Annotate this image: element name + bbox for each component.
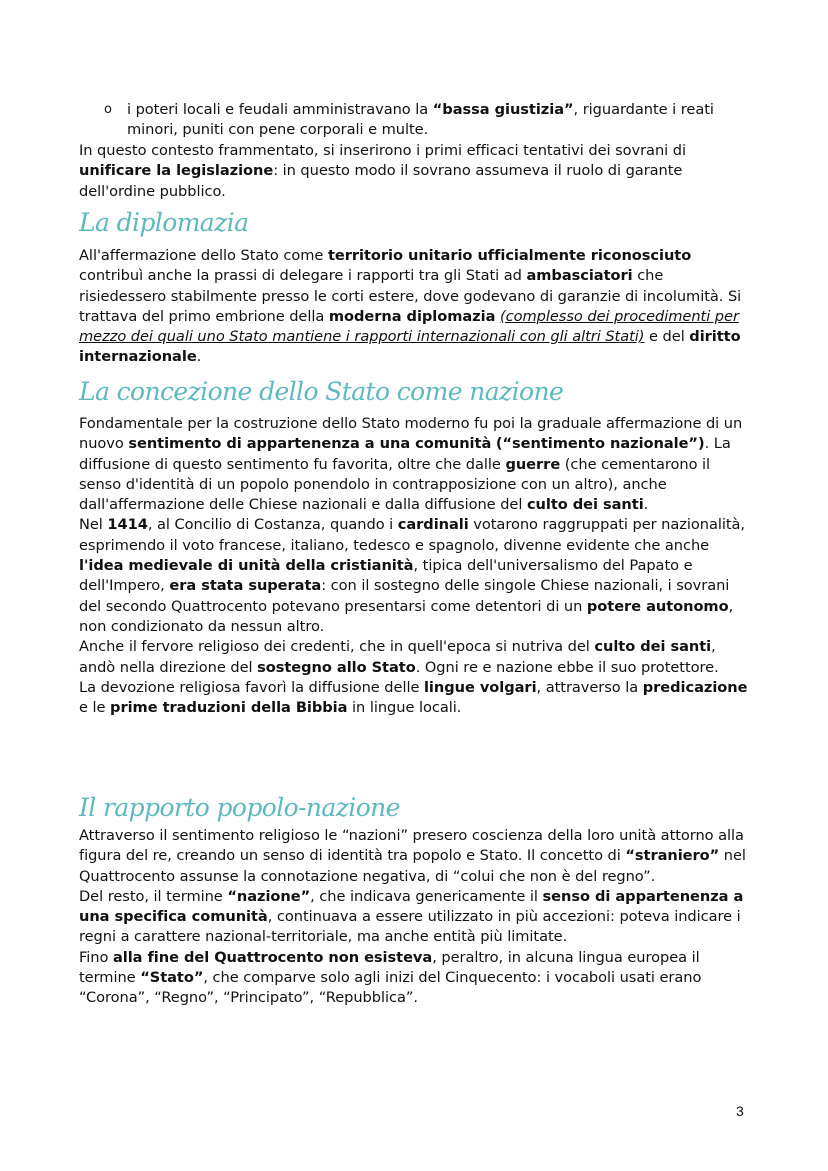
text-run: In questo contesto frammentato, si inserirono i primi efficaci tentativi dei sovrani di bbox=[79, 142, 686, 159]
diplomazia-paragraph bbox=[79, 246, 751, 368]
text-run: , andò nella direzione del bbox=[79, 638, 716, 676]
bold-term: predicazione bbox=[642, 678, 748, 696]
bold-term: “Stato” bbox=[140, 969, 204, 987]
text-run: La devozione religiosa favorì la diffusione delle bbox=[79, 678, 424, 696]
bold-term: senso di appartenenza a una specifica comunità bbox=[79, 887, 744, 926]
text-run: , al Concilio di Costanza, quando i bbox=[147, 516, 398, 534]
bold-term: 1414 bbox=[107, 516, 148, 534]
text-run: Fino bbox=[79, 948, 113, 966]
bold-term: moderna diplomazia bbox=[328, 307, 496, 325]
bold-term: culto dei santi bbox=[526, 496, 644, 514]
text-run: , continuava a essere utilizzato in più accezioni: poteva indicare i regni a carattere nazional-territoriale, ma anche entità più limitate. bbox=[79, 908, 741, 946]
text-run: : con il sostegno delle singole Chiese nazionali, i sovrani del secondo Quattrocento potevano presentarsi come detentori di un bbox=[79, 577, 730, 615]
text-run: Nel bbox=[79, 516, 108, 534]
text-run: che risiedessero stabilmente presso le corti estere, dove godevano di garanzie di incolumità. Si trattava del primo embrione della bbox=[79, 267, 742, 325]
text-run: , non condizionato da nessun altro. bbox=[79, 597, 734, 635]
text-run: , attraverso la bbox=[536, 678, 643, 696]
text-run: Anche il fervore religioso dei credenti, che in quell'epoca si nutriva del bbox=[79, 638, 595, 656]
bold-term: “straniero” bbox=[625, 847, 720, 865]
text-run: , che indicava genericamente il bbox=[310, 887, 543, 905]
text-run: Del resto, il termine bbox=[79, 887, 228, 905]
rapporto-body bbox=[79, 826, 751, 1009]
text-run: . bbox=[196, 348, 202, 366]
text-run: votarono raggruppati per nazionalità, esprimendo il voto francese, italiano, tedesco e spagnolo, divenne evidente che anche bbox=[79, 516, 746, 554]
bold-term: potere autonomo bbox=[586, 597, 729, 615]
text-run: i poteri locali e feudali amministravano la bbox=[127, 101, 433, 118]
text-run: nel Quattrocento assunse la connotazione negativa, di “colui che non è del regno”. bbox=[79, 847, 746, 885]
text-run: , tipica dell'universalismo del Papato e dell'Impero, bbox=[79, 557, 693, 595]
rapporto-paragraph-3 bbox=[79, 948, 751, 1009]
nazione-paragraph-2 bbox=[79, 515, 751, 637]
intro-paragraph bbox=[79, 141, 751, 202]
text-run: . bbox=[643, 496, 649, 514]
bold-term: sentimento di appartenenza a una comunità bbox=[128, 435, 492, 453]
nazione-body bbox=[79, 414, 751, 718]
bold-term: sostegno allo Stato bbox=[257, 658, 416, 676]
text-run: : in questo modo il sovrano assumeva il ruolo di garante dell'ordine pubblico. bbox=[79, 162, 683, 200]
text-run: Attraverso il sentimento religioso le “nazioni” presero coscienza della loro unità attorno alla figura del re, creando un senso di identità tra popolo e Stato. Il concetto di bbox=[79, 827, 744, 865]
bold-term: l'idea medievale di unità della cristianità bbox=[79, 557, 414, 575]
rapporto-paragraph-1 bbox=[79, 826, 751, 887]
text-run: , riguardante i reati minori, puniti con pene corporali e multe. bbox=[127, 101, 714, 139]
bold-term: lingue volgari bbox=[423, 678, 537, 696]
text-run: e del bbox=[644, 328, 690, 346]
bold-term: culto dei santi bbox=[594, 638, 712, 656]
bullet-item bbox=[79, 100, 739, 141]
bold-term: “nazione” bbox=[227, 887, 311, 905]
text-run: , che comparve solo agli inizi del Cinquecento: i vocaboli usati erano “Corona”, “Regno”, “Principato”, “Repubblica”. bbox=[79, 969, 702, 1007]
bold-term: prime traduzioni della Bibbia bbox=[110, 699, 348, 717]
text-run: contribuì anche la prassi di delegare i rapporti tra gli Stati ad bbox=[79, 267, 527, 285]
bold-term: territorio unitario ufficialmente riconosciuto bbox=[327, 247, 692, 264]
bold-term: alla fine del Quattrocento non esisteva bbox=[112, 948, 433, 966]
bold-term: (“sentimento nazionale”) bbox=[495, 435, 705, 453]
text-run: Fondamentale per la costruzione dello Stato moderno fu poi la graduale affermazione di un nuovo bbox=[79, 415, 743, 453]
text-run: , peraltro, in alcuna lingua europea il termine bbox=[79, 948, 700, 987]
text-run: e le bbox=[79, 699, 111, 717]
section-heading-nazione: La concezione dello Stato come nazione bbox=[79, 377, 564, 406]
bullet-text bbox=[127, 100, 739, 141]
nazione-paragraph-1 bbox=[79, 414, 751, 515]
page-number: 3 bbox=[736, 1103, 744, 1119]
bold-term: era stata superata bbox=[169, 577, 322, 595]
bold-term: ambasciatori bbox=[526, 267, 633, 285]
bullet-marker: o bbox=[104, 102, 112, 117]
underlined-definition: (complesso dei procedimenti per mezzo dei quali uno Stato mantiene i rapporti internazionali con gli altri Stati) bbox=[79, 307, 739, 346]
bold-term: diritto internazionale bbox=[79, 328, 741, 366]
nazione-paragraph-3 bbox=[79, 637, 751, 678]
bold-term: cardinali bbox=[397, 516, 469, 534]
nazione-paragraph-4 bbox=[79, 678, 751, 719]
bold-term: “bassa giustizia” bbox=[432, 101, 574, 118]
rapporto-paragraph-2 bbox=[79, 887, 751, 948]
text-run: . La diffusione di questo sentimento fu favorita, oltre che dalle bbox=[79, 435, 731, 473]
text-run: (che cementarono il senso d'identità di un popolo ponendolo in contrapposizione con un altro), anche dall'affermazione delle Chiese nazionali e dalla diffusione del bbox=[79, 455, 711, 514]
text-run: in lingue locali. bbox=[347, 699, 462, 717]
bold-term: guerre bbox=[505, 455, 561, 473]
text-run: . Ogni re e nazione ebbe il suo protettore. bbox=[415, 658, 719, 676]
section-heading-rapporto: Il rapporto popolo-nazione bbox=[79, 793, 400, 822]
text-run: All'affermazione dello Stato come bbox=[79, 247, 328, 264]
section-heading-diplomazia: La diplomazia bbox=[79, 208, 249, 237]
bold-term: unificare la legislazione bbox=[79, 162, 274, 180]
